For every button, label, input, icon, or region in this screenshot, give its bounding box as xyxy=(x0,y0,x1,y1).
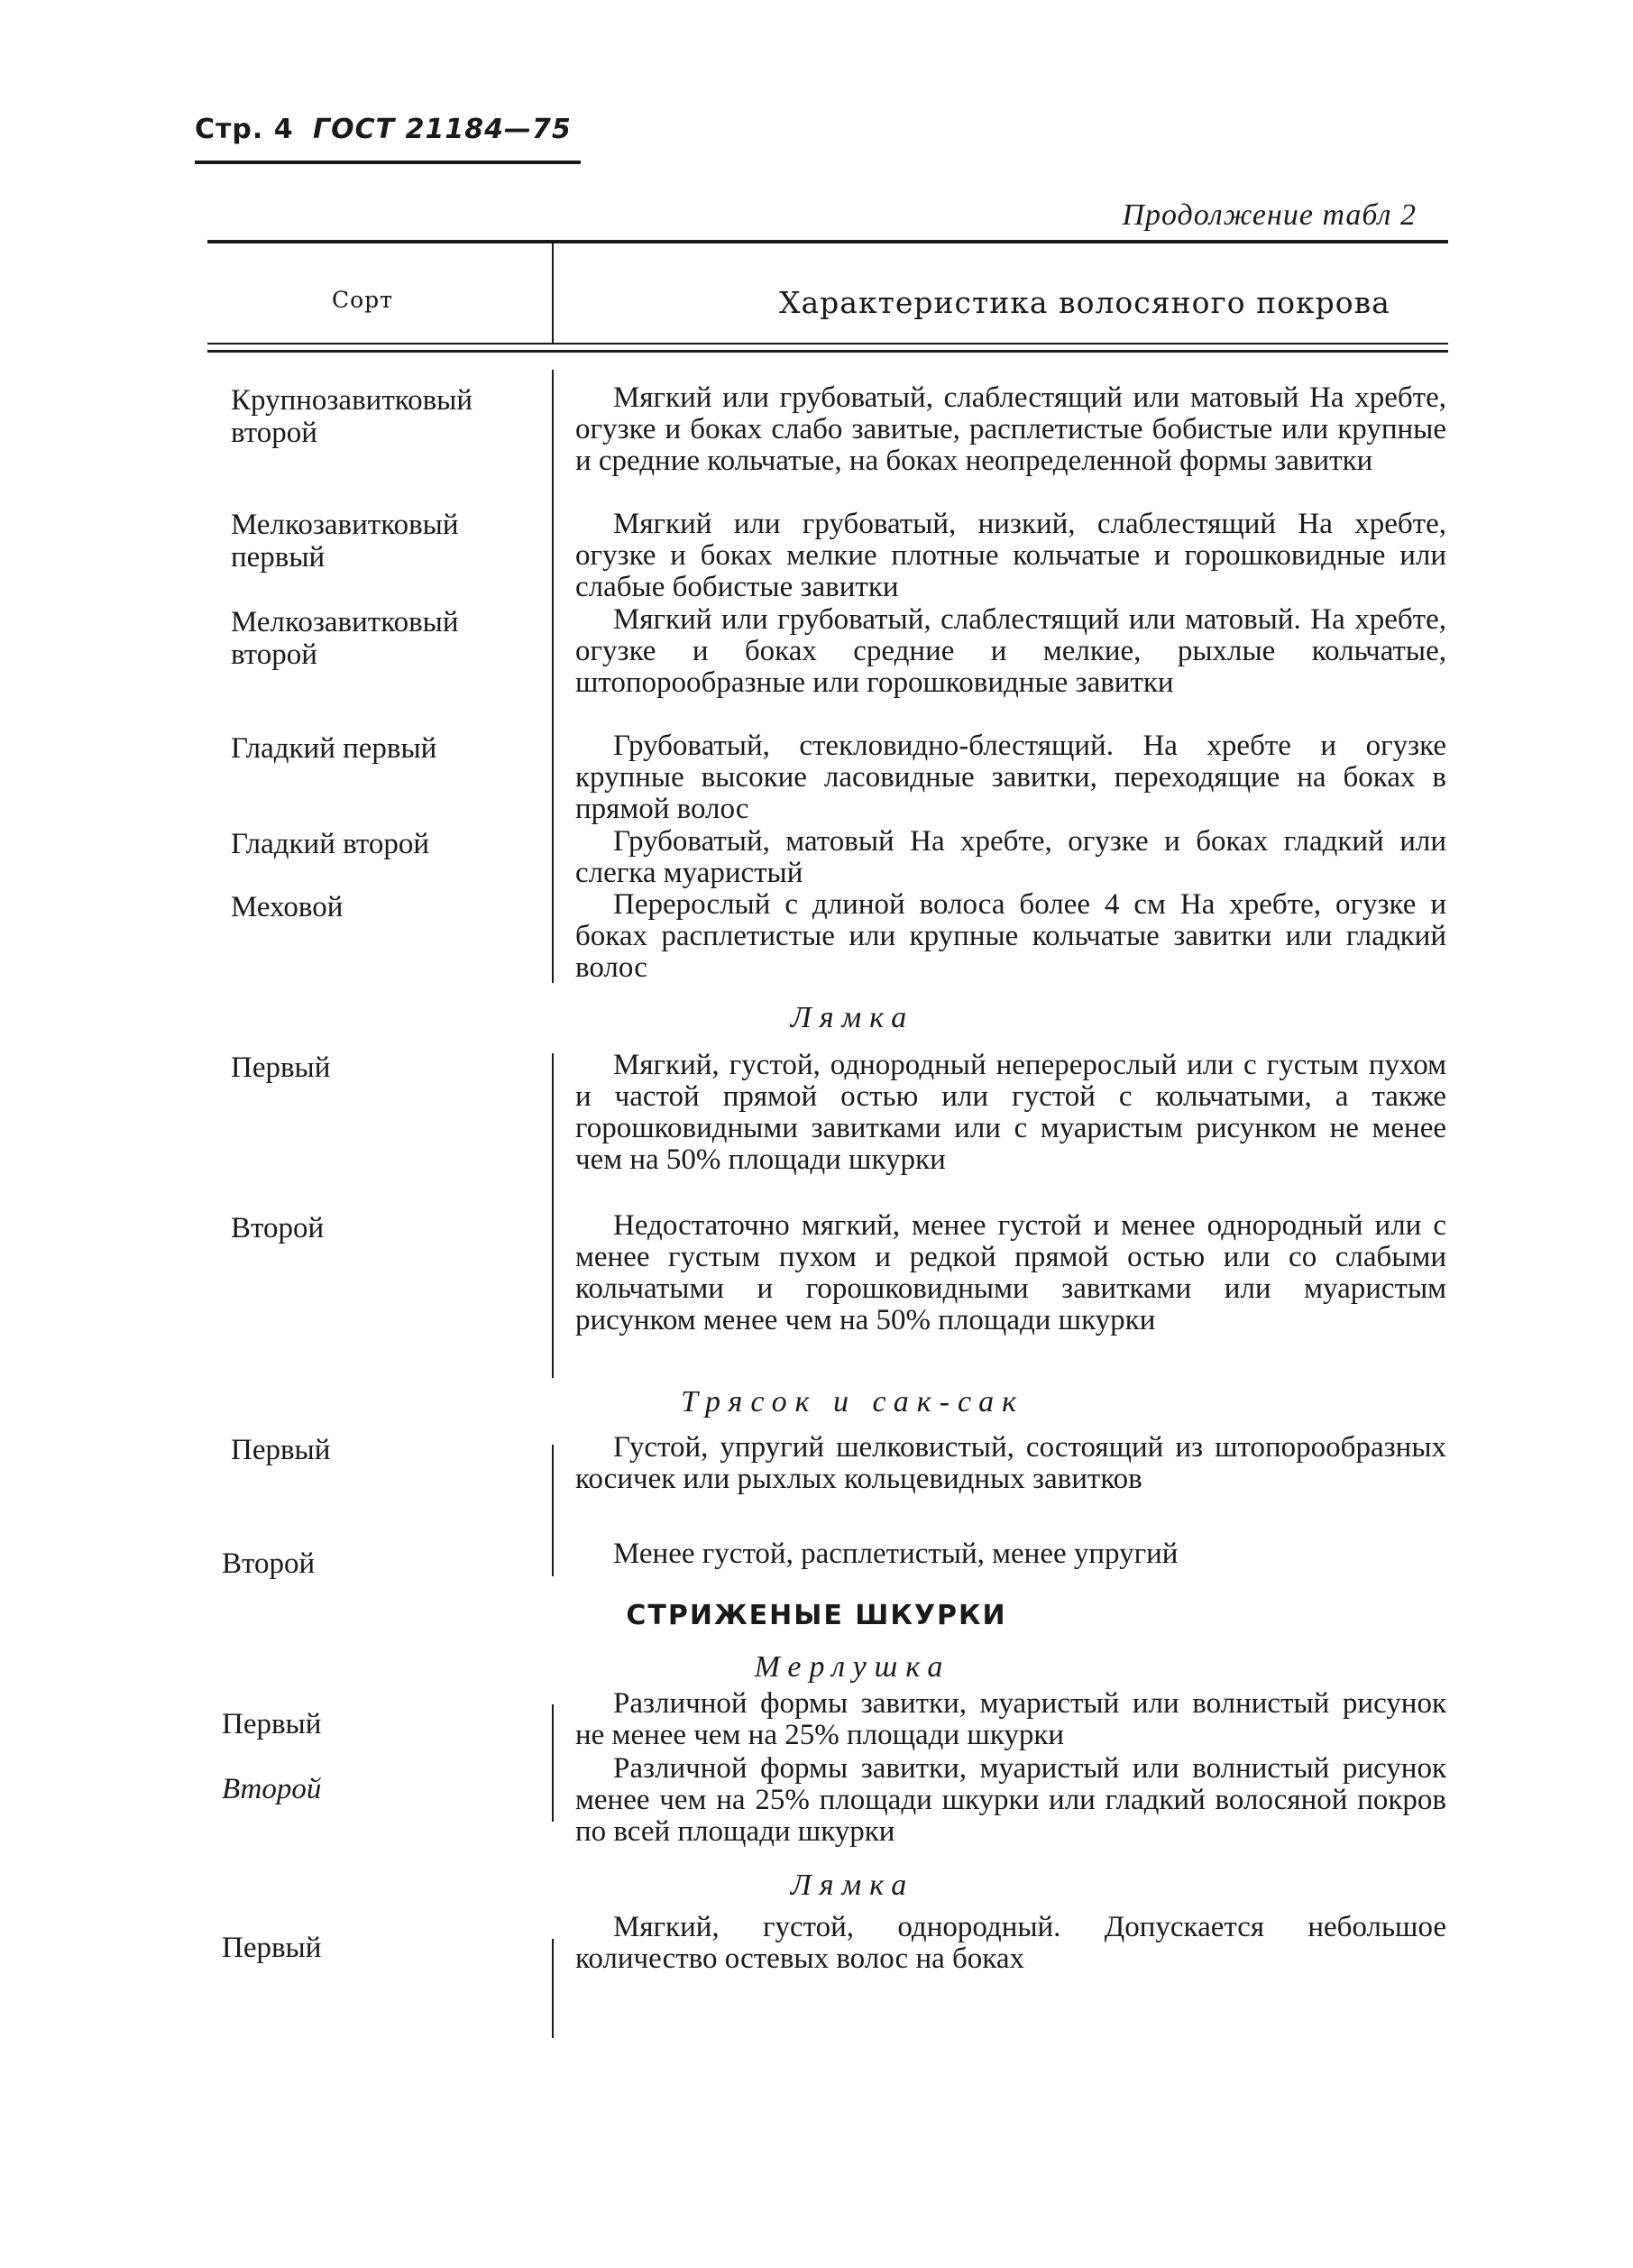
column-divider xyxy=(552,243,554,343)
table-continuation-label: Продолжение табл 2 xyxy=(1122,198,1417,232)
description-cell xyxy=(575,604,1446,699)
section-title-tryasok: Трясок и сак-сак xyxy=(680,1385,1025,1419)
table-header-rule-double xyxy=(207,350,1448,353)
grade-cell xyxy=(195,732,546,765)
description-text: Густой, упругий шелковистый, состоящий из штопорообразных косичек или рыхлых кольцевидных завитков xyxy=(575,1431,1446,1495)
grade-name: Крупнозавитковый второй xyxy=(231,384,473,449)
description-text: Различной формы завитки, муаристый или волнистый рисунок не менее чем на 25% площади шкурки xyxy=(575,1687,1446,1751)
description-cell xyxy=(575,382,1446,477)
section-title-sheared: СТРИЖЕНЫЕ ШКУРКИ xyxy=(626,1600,1007,1631)
column-header-description: Характеристика волосяного покрова xyxy=(779,285,1390,320)
section-title-lyamka-sheared: Лямка xyxy=(790,1869,915,1902)
grade-name: Гладкий второй xyxy=(231,828,430,860)
grade-name: Мелкозавитковый первый xyxy=(231,509,459,574)
description-cell xyxy=(575,826,1446,889)
description-cell xyxy=(575,889,1446,984)
grade-cell xyxy=(195,1434,546,1466)
grade-name: Второй xyxy=(222,1773,322,1805)
grade-cell xyxy=(195,828,546,860)
table-header-rule xyxy=(207,343,1448,344)
description-cell xyxy=(575,1050,1446,1176)
description-text: Различной формы завитки, муаристый или волнистый рисунок менее чем на 25% площади шкурки или гладкий волосяной покров по всей площади шкурки xyxy=(575,1752,1446,1848)
description-text: Перерослый с длиной волоса более 4 см На хребте, огузке и боках расплетистые или крупные кольчатые завитки или гладкий волос xyxy=(575,888,1446,984)
grade-cell xyxy=(195,1932,546,1964)
description-text: Грубоватый, матовый На хребте, огузке и боках гладкий или слегка муаристый xyxy=(575,825,1446,889)
description-text: Мягкий, густой, однородный неперерослый или с густым пухом и частой прямой остью или густой с кольчатыми, а также горошковидными завитками или с муаристым рисунком не менее чем на 50% площади шкурки xyxy=(575,1049,1446,1176)
description-text: Менее густой, расплетистый, менее упругий xyxy=(613,1538,1179,1570)
grade-cell xyxy=(195,509,546,574)
description-cell xyxy=(575,1912,1446,1975)
column-divider xyxy=(552,1053,554,1378)
description-cell xyxy=(575,509,1446,603)
table-top-rule xyxy=(207,240,1448,243)
grade-name: Первый xyxy=(231,1434,331,1466)
grade-cell xyxy=(195,1708,546,1740)
description-text: Мягкий, густой, однородный. Допускается небольшое количество остевых волос на боках xyxy=(575,1911,1446,1975)
grade-name: Мелкозавитковый второй xyxy=(231,606,459,671)
grade-cell xyxy=(195,384,546,449)
description-text: Недостаточно мягкий, менее густой и менее однородный или с менее густым пухом и редкой прямой остью или со слабыми кольчатыми и горошковидными завитками или муаристым рисунком менее чем на 50% площади шкурки xyxy=(575,1209,1446,1336)
column-divider xyxy=(552,1939,554,2038)
page-number: Стр. 4 xyxy=(195,114,294,145)
page-header xyxy=(195,114,572,145)
description-text: Мягкий или грубоватый, слаблестящий или матовый. На хребте, огузке и боках средние и мелкие, рыхлые кольчатые, штопорообразные или горошковидные завитки xyxy=(575,603,1446,699)
description-cell xyxy=(575,1432,1446,1495)
grade-name: Меховой xyxy=(231,891,344,923)
description-cell xyxy=(575,1538,1446,1570)
grade-name: Гладкий первый xyxy=(231,732,437,765)
description-cell xyxy=(575,1688,1446,1751)
description-cell xyxy=(575,1210,1446,1336)
header-rule xyxy=(195,161,581,164)
column-divider xyxy=(552,1704,554,1822)
section-title-merlushka: Мерлушка xyxy=(754,1650,951,1684)
description-text: Мягкий или грубоватый, низкий, слаблестящий На хребте, огузке и боках мелкие плотные кольчатые и горошковидные или слабые бобистые завитки xyxy=(575,508,1446,603)
grade-name: Второй xyxy=(231,1212,325,1244)
grade-cell xyxy=(195,1212,546,1244)
description-cell xyxy=(575,1753,1446,1848)
grade-name: Первый xyxy=(222,1932,322,1964)
grade-cell xyxy=(195,891,546,923)
grade-name: Второй xyxy=(222,1547,316,1580)
description-text: Грубоватый, стекловидно-блестящий. На хребте и огузке крупные высокие ласовидные завитки, переходящие на боках в прямой волос xyxy=(575,730,1446,825)
description-text: Мягкий или грубоватый, слаблестящий или матовый На хребте, огузке и боках слабо завитые, расплетистые бобистые или крупные и средние кольчатые, на боках неопределенной формы завитки xyxy=(575,381,1446,477)
column-divider xyxy=(552,1549,554,1576)
column-divider xyxy=(552,370,554,983)
description-cell xyxy=(575,730,1446,825)
standard-number: ГОСТ 21184—75 xyxy=(313,114,572,145)
grade-cell xyxy=(195,1547,546,1580)
column-header-sort: Сорт xyxy=(332,287,394,313)
grade-name: Первый xyxy=(222,1708,322,1740)
grade-cell xyxy=(195,1773,546,1805)
grade-cell xyxy=(195,606,546,671)
section-title-lyamka: Лямка xyxy=(790,1001,915,1034)
grade-cell xyxy=(195,1051,546,1084)
grade-name: Первый xyxy=(231,1051,331,1084)
